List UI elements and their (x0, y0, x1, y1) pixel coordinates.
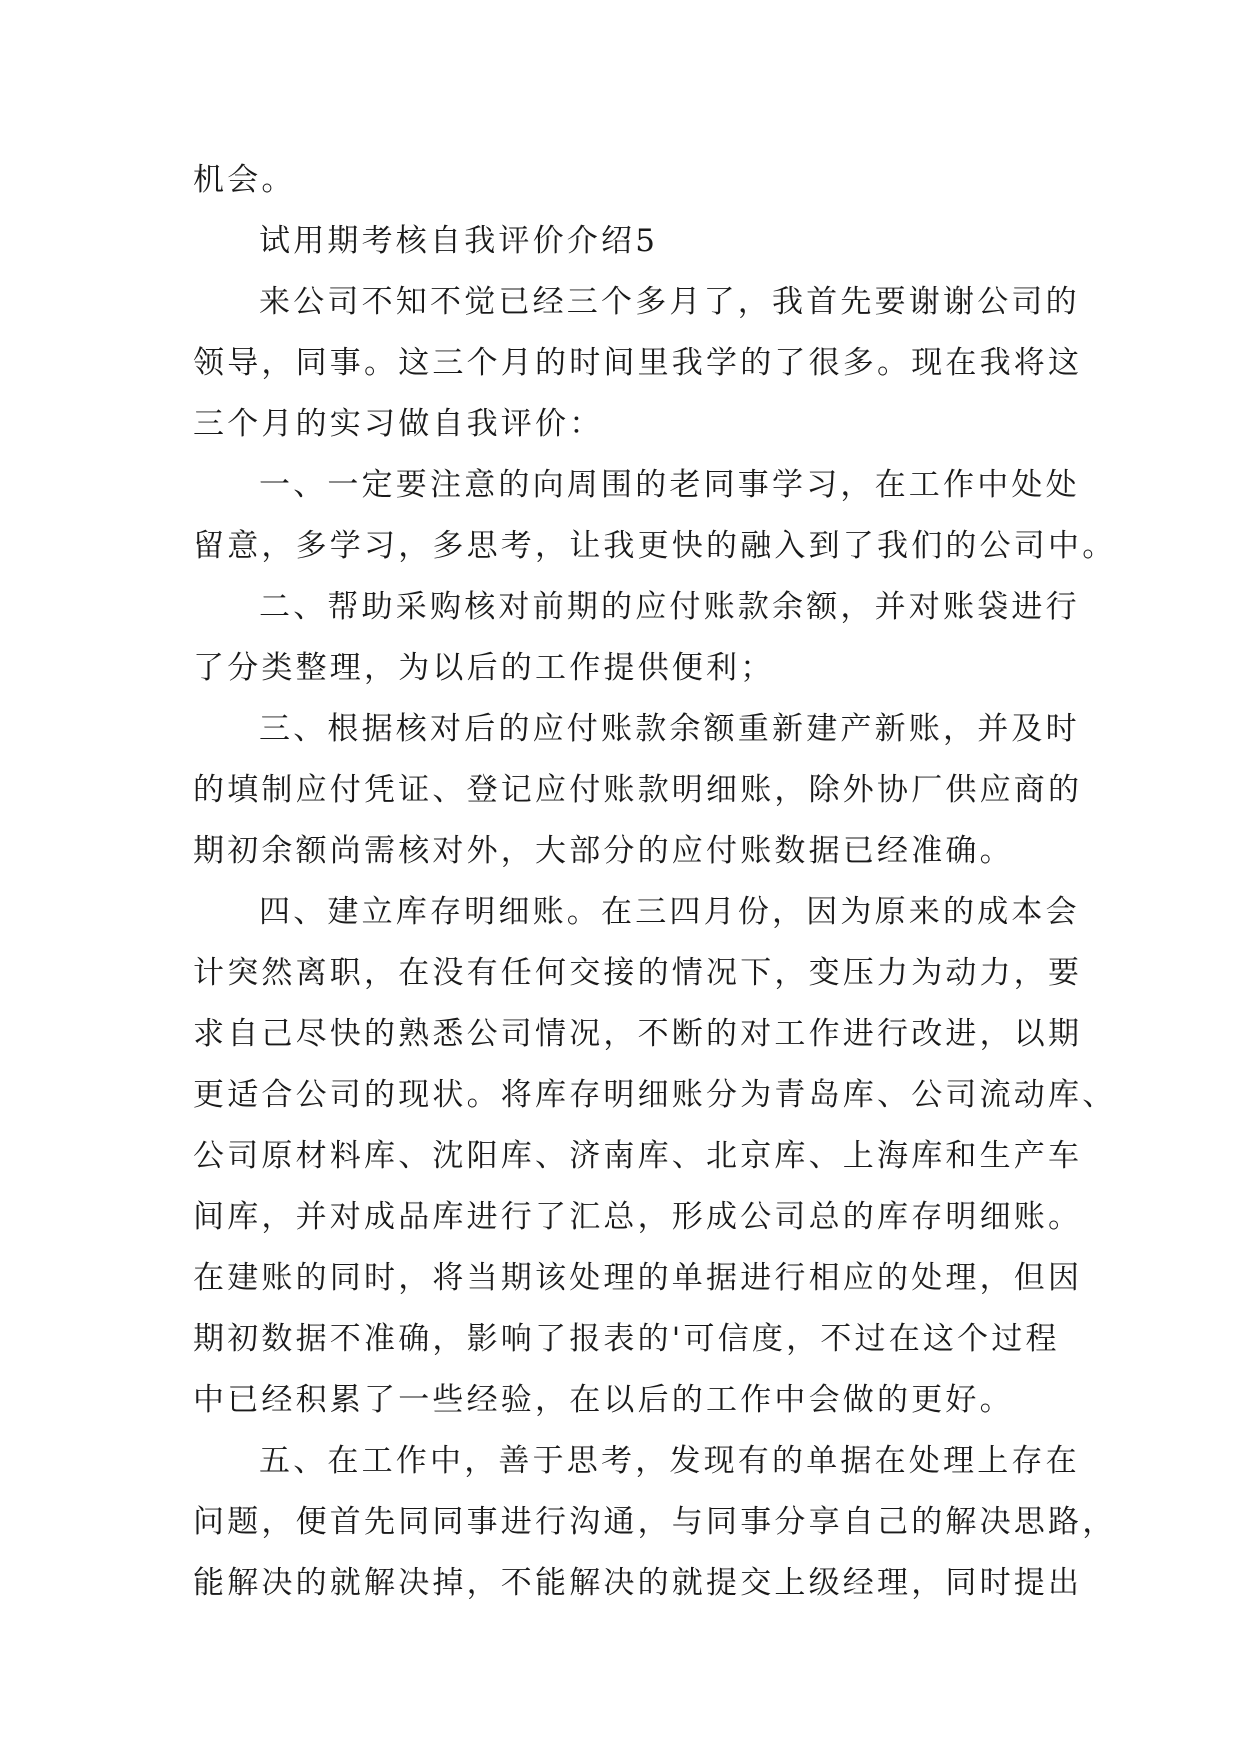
text-line: 来公司不知不觉已经三个多月了，我首先要谢谢公司的 (259, 284, 1080, 320)
text-line: 更适合公司的现状。将库存明细账分为青岛库、公司流动库、 (193, 1077, 1117, 1113)
text-line: 问题，便首先同同事进行沟通，与同事分享自己的解决思路， (193, 1504, 1117, 1540)
text-line: 期初数据不准确，影响了报表的'可信度，不过在这个过程 (193, 1321, 1060, 1357)
text-line: 了分类整理，为以后的工作提供便利； (193, 650, 775, 686)
text-line: 间库，并对成品库进行了汇总，形成公司总的库存明细账。 (193, 1199, 1083, 1235)
text-line: 在建账的同时，将当期该处理的单据进行相应的处理，但因 (193, 1260, 1083, 1296)
text-line: 留意，多学习，多思考，让我更快的融入到了我们的公司中。 (193, 528, 1117, 564)
text-line: 求自己尽快的熟悉公司情况，不断的对工作进行改进，以期 (193, 1016, 1083, 1052)
text-line: 中已经积累了一些经验，在以后的工作中会做的更好。 (193, 1382, 1014, 1418)
text-line: 二、帮助采购核对前期的应付账款余额，并对账袋进行 (259, 589, 1080, 625)
text-line: 机会。 (193, 162, 296, 198)
section-heading: 试用期考核自我评价介绍5 (259, 223, 659, 259)
text-line: 三、根据核对后的应付账款余额重新建产新账，并及时 (259, 711, 1080, 747)
text-line: 能解决的就解决掉，不能解决的就提交上级经理，同时提出 (193, 1565, 1083, 1601)
text-line: 的填制应付凭证、登记应付账款明细账，除外协厂供应商的 (193, 772, 1083, 808)
text-line: 五、在工作中，善于思考，发现有的单据在处理上存在 (259, 1443, 1080, 1479)
text-line: 公司原材料库、沈阳库、济南库、北京库、上海库和生产车 (193, 1138, 1083, 1174)
text-line: 期初余额尚需核对外，大部分的应付账数据已经准确。 (193, 833, 1014, 869)
text-line: 领导，同事。这三个月的时间里我学的了很多。现在我将这 (193, 345, 1083, 381)
text-line: 计突然离职，在没有任何交接的情况下，变压力为动力，要 (193, 955, 1083, 991)
text-line: 三个月的实习做自我评价： (193, 406, 604, 442)
text-line: 四、建立库存明细账。在三四月份，因为原来的成本会 (259, 894, 1080, 930)
document-body (193, 150, 1117, 1614)
text-line: 一、一定要注意的向周围的老同事学习，在工作中处处 (259, 467, 1080, 503)
